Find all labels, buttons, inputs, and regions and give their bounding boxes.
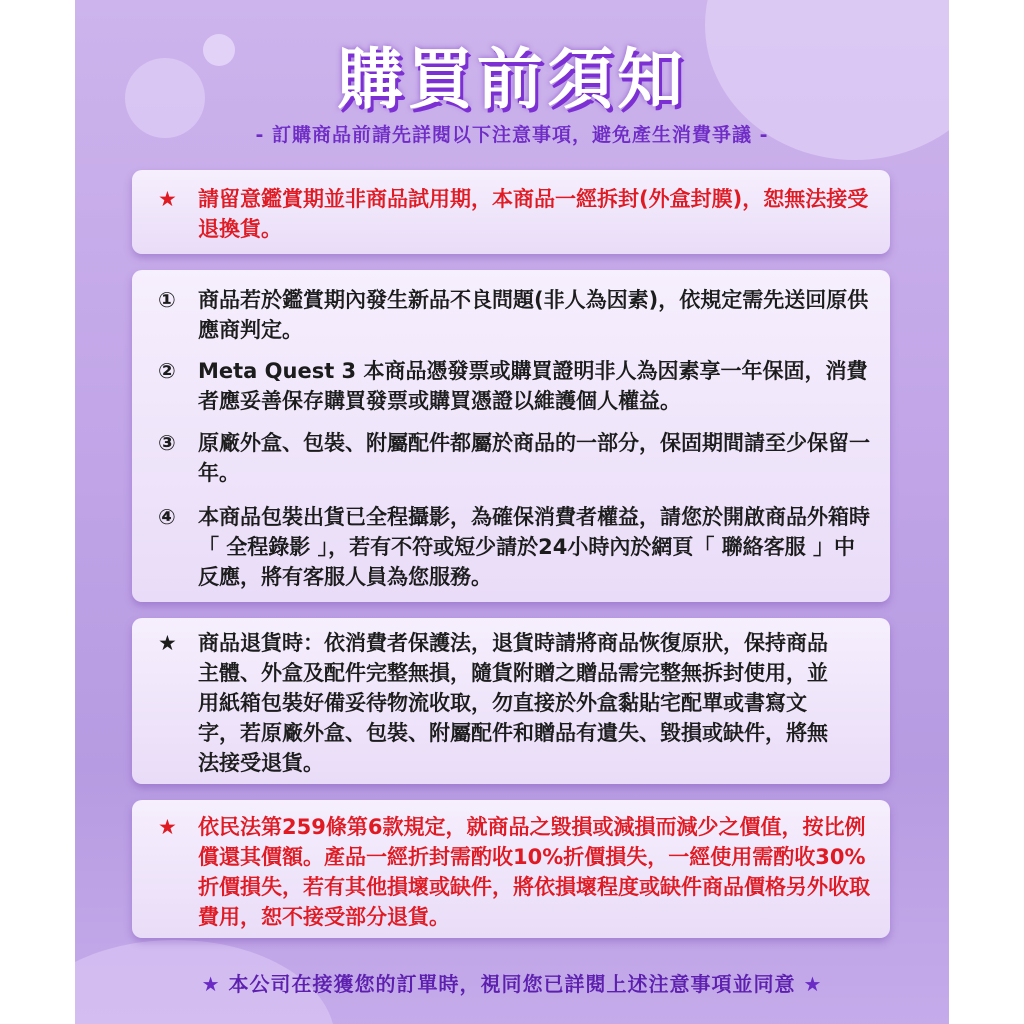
star-icon: ★ (158, 631, 177, 655)
warning-text: 請留意鑑賞期並非商品試用期，本商品一經拆封(外盒封膜)，恕無法接受退換貨。 (198, 187, 869, 241)
star-icon: ★ (158, 187, 177, 211)
rule-text: Meta Quest 3 本商品憑發票或購買證明非人為因素享一年保固，消費者應妥善保存購買發票或購買憑證以維護個人權益。 (198, 359, 868, 413)
civil-law-text: 依民法第259條第6款規定，就商品之毀損或減損而減少之價值，按比例償還其價額。產品一經折封需酌收10%折價損失，一經使用需酌收30%折價損失，若有其他損壞或缺件，將依損壞程度或缺件商品價格另外收取費用，恕不接受部分退貨。 (198, 815, 870, 929)
footer-note (75, 968, 949, 997)
warning-card (132, 170, 890, 254)
return-policy-card (132, 618, 890, 784)
number-three-icon: ③ (158, 431, 176, 455)
notice-poster (75, 0, 949, 1024)
star-icon: ★ (158, 815, 177, 839)
page-title: 購買前須知 (337, 41, 687, 118)
rules-card (132, 270, 890, 602)
rule-text: 原廠外盒、包裝、附屬配件都屬於商品的一部分，保固期間請至少保留一年。 (198, 431, 870, 485)
page-subtitle: - 訂購商品前請先詳閱以下注意事項，避免產生消費爭議 - (255, 124, 769, 146)
civil-law-card (132, 800, 890, 938)
rule-text: 本商品包裝出貨已全程攝影，為確保消費者權益，請您於開啟商品外箱時「 全程錄影 」，若有不符或短少請於24小時內於網頁「 聯絡客服 」中反應，將有客服人員為您服務。 (198, 505, 870, 589)
star-icon: ★ (803, 972, 823, 996)
footer-text: 本公司在接獲您的訂單時，視同您已詳閱上述注意事項並同意 (228, 972, 796, 996)
rule-text: 商品若於鑑賞期內發生新品不良問題(非人為因素)，依規定需先送回原供應商判定。 (198, 288, 869, 342)
number-two-icon: ② (158, 359, 176, 383)
return-policy-text: 商品退貨時：依消費者保護法，退貨時請將商品恢復原狀，保持商品主體、外盒及配件完整無損，隨貨附贈之贈品需完整無拆封使用，並用紙箱包裝好備妥待物流收取，勿直接於外盒黏貼宅配單或書寫文字，若原廠外盒、包裝、附屬配件和贈品有遺失、毀損或缺件，將無法接受退貨。 (198, 631, 828, 775)
number-four-icon: ④ (158, 505, 176, 529)
number-one-icon: ① (158, 288, 176, 312)
star-icon: ★ (201, 972, 221, 996)
